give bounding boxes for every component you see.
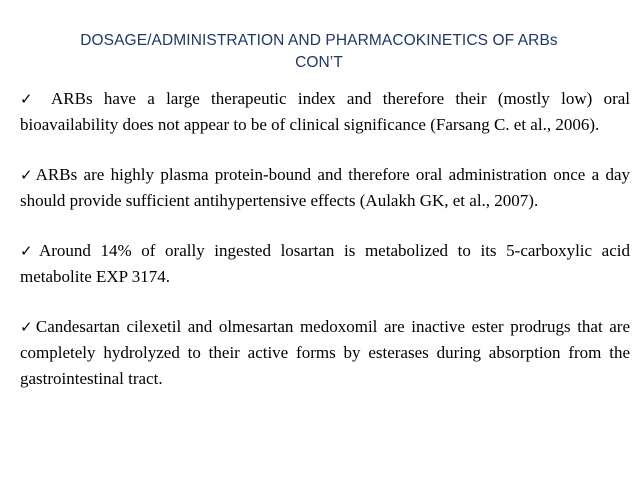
checkmark-icon: ✓ <box>20 318 35 336</box>
slide-title-line-2: CON’T <box>295 54 343 71</box>
bullet-item <box>20 314 630 392</box>
slide-title <box>40 30 598 74</box>
checkmark-icon: ✓ <box>20 90 40 108</box>
bullet-item <box>20 162 630 214</box>
bullet-item <box>20 86 630 138</box>
bullet-text: ARBs have a large therapeutic index and therefore their (mostly low) oral bioavailability does not appear to be of clinical significance (Farsang C. et al., 2006). <box>20 89 630 134</box>
bullet-list <box>20 86 630 416</box>
checkmark-icon: ✓ <box>20 242 38 260</box>
bullet-text: ARBs are highly plasma protein-bound and therefore oral administration once a day should provide sufficient antihypertensive effects (Aulakh GK, et al., 2007). <box>20 165 630 210</box>
bullet-item <box>20 238 630 290</box>
bullet-text: Around 14% of orally ingested losartan is metabolized to its 5-carboxylic acid metabolite EXP 3174. <box>20 241 630 286</box>
bullet-text: Candesartan cilexetil and olmesartan medoxomil are inactive ester prodrugs that are completely hydrolyzed to their active forms by esterases during absorption from the gastrointestinal tract. <box>20 317 630 388</box>
slide-title-line-1: DOSAGE/ADMINISTRATION AND PHARMACOKINETICS OF ARBs <box>80 32 558 49</box>
checkmark-icon: ✓ <box>20 166 35 184</box>
